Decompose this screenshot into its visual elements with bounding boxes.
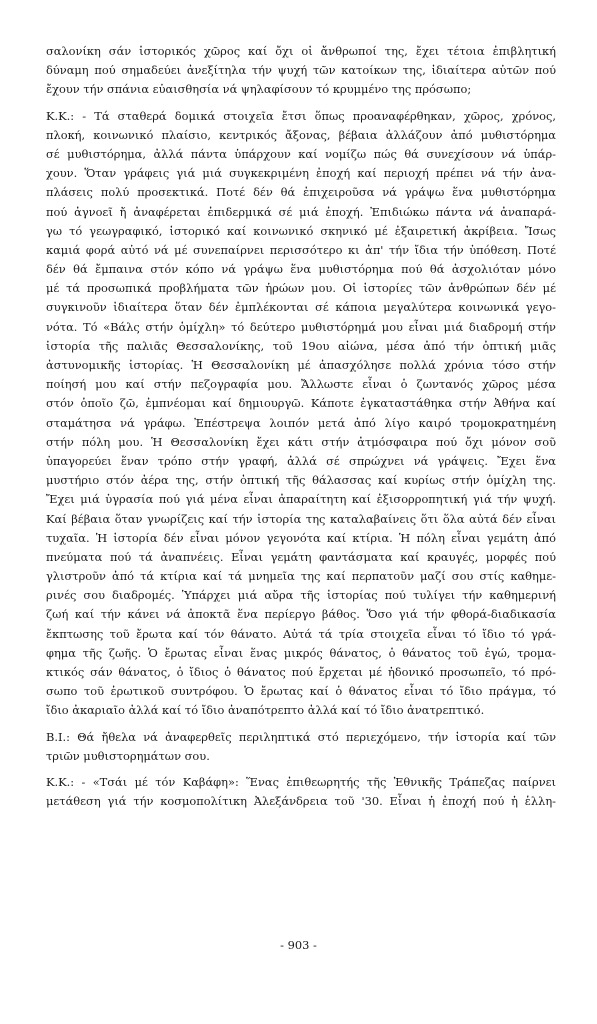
- page-number: - 903 -: [280, 938, 317, 952]
- text-line: ἀστυνομικῆς ἱστορίας. Ἡ Θεσσαλονίκη μέ ἀπασχόλησε πολλά χρόνια τόσο στήν: [46, 358, 556, 372]
- text-line: ἔκπτωσης τοῦ ἔρωτα καί τόν θάνατο. Αὐτά τά τρία στοιχεῖα εἶναι τό ἴδιο τό γρά-: [46, 626, 556, 641]
- text-line: Καί βέβαια ὅταν γνωρίζεις καί τήν ἱστορία της καταλαβαίνεις ὅτι ὅλα αὐτά δέν εἶναι: [46, 511, 556, 526]
- text-line: τυχαῖα. Ἡ ἱστορία δέν εἶναι μόνον γεγονότα καί κτίρια. Ἡ πόλη εἶναι γεμάτη ἀπό: [46, 530, 556, 545]
- text-line: μέ τά προσωπικά προβλήματα τῶν ἡρώων μου. Οἱ ἱστορίες τῶν ἀνθρώπων δέν μέ: [46, 281, 556, 296]
- text-line: ἔχουν τήν σπάνια εὐαισθησία νά ψηλαφίσουν τό κρυμμένο της πρόσωπο;: [46, 82, 472, 97]
- text-line: στήν πόλη μου. Ἡ Θεσσαλονίκη ἔχει κάτι στήν ἀτμόσφαιρα πού ὄχι μόνον σοῦ: [46, 434, 556, 449]
- text-line: καμιά φορά αὐτό νά μέ συνεπαίρνει περισσότερο κι ἀπ' τήν ἴδια τήν ὑπόθεση. Ποτέ: [46, 242, 556, 257]
- text-line: φημα τῆς ζωῆς. Ὁ ἔρωτας εἶναι ἕνας μικρός θάνατος, ὁ θάνατος τοῦ ἐγώ, τρομα-: [46, 645, 556, 660]
- text-line: σταμάτησα νά γράφω. Ἐπέστρεψα λοιπόν μετά ἀπό λίγο καιρό τρομοκρατημένη: [46, 415, 556, 430]
- text-line: Κ.Κ.: - «Τσάι μέ τόν Καβάφη»: Ἕνας ἐπιθεωρητής τῆς Ἐθνικῆς Τράπεζας παίρνει: [46, 774, 556, 789]
- text-line: πού ἀγνοεῖ ἤ ἀναφέρεται ἐπιδερμικά σέ μιά ἐποχή. Ἐπιδιώκω πάντα νά ἀναπαρά-: [46, 204, 556, 219]
- text-line: χουν. Ὅταν γράφεις γιά μιά συγκεκριμένη ἐποχή καί περιοχή πρέπει νά τήν ἀνα-: [46, 166, 556, 181]
- paragraph-question-bi: [46, 728, 556, 766]
- text-line: πλάσεις πολύ προσεκτικά. Ποτέ δέν θά ἐπιχειροῦσα νά γράψω ἕνα μυθιστόρημα: [46, 185, 556, 200]
- paragraph-answer-kk-novels: [46, 773, 556, 811]
- text-line: σέ μυθιστόρημα, ἀλλά πάντα ὑπάρχουν καί νομίζω πώς θά συνεχίσουν νά ὑπάρ-: [46, 146, 556, 161]
- text-line: μυστήριο στόν ἀέρα της, στήν ὀπτική τῆς θάλασσας καί κυρίως στήν ὁμίχλη της.: [46, 473, 556, 488]
- text-line: ἱστορία τῆς παλιᾶς Θεσσαλονίκης, τοῦ 19ου αἰώνα, μέσα ἀπό τήν ὀπτική μιᾶς: [46, 338, 556, 353]
- text-line: ρινές σου διαδρομές. Ὑπάρχει μιά αὔρα τῆς ἱστορίας πού τυλίγει τήν καθημερινή: [46, 588, 556, 603]
- text-line: ποίησή μου καί στήν πεζογραφία μου. Ἄλλωστε εἶναι ὁ ζωντανός χῶρος μέσα: [46, 377, 556, 392]
- text-line: νότα. Τό «Βάλς στήν ὁμίχλη» τό δεύτερο μυθιστόρημά μου εἶναι μιά διαδρομή στήν: [46, 319, 556, 334]
- text-line: πνεύματα πού τά ἀναπνέεις. Εἶναι γεμάτη φαντάσματα καί κραυγές, μορφές πού: [46, 549, 556, 564]
- text-line: στόν ὁποῖο ζῶ, ἐμπνέομαι καί δημιουργῶ. Κάποτε ἐγκαταστάθηκα στήν Ἀθήνα καί: [46, 396, 556, 411]
- text-line: ζωή καί τήν κάνει νά ἀποκτᾶ ἕνα περίεργο βάθος. Ὅσο γιά τήν φθορά-διαδικασία: [46, 607, 556, 622]
- text-line: δέν θά ἔμπαινα στόν κόπο νά γράψω ἕνα μυθιστόρημα πού θά ἀσχολιόταν μόνο: [46, 262, 556, 277]
- text-line: Ἔχει μιά ὑγρασία πού γιά μένα εἶναι ἀπαραίτητη καί ἐξισορροπητική γιά τήν ψυχή.: [46, 492, 556, 507]
- text-line: γω τό γεωγραφικό, ἱστορικό καί κοινωνικό σκηνικό μέ ἐξαιρετική ἀκρίβεια. Ἴσως: [46, 223, 556, 238]
- paragraph-intro-question: [46, 42, 556, 100]
- text-line: ὑπαγορεύει ἕναν τρόπο στήν γραφή, ἀλλά σέ σπρώχνει νά γράψεις. Ἔχει ἕνα: [46, 453, 556, 468]
- text-line: σαλονίκη σάν ἱστορικός χῶρος καί ὄχι οἱ ἄνθρωποί της, ἔχει τέτοια ἐπιβλητική: [46, 44, 556, 58]
- text-line: Β.Ι.: Θά ἤθελα νά ἀναφερθεῖς περιληπτικά στό περιεχόμενο, τήν ἱστορία καί τῶν: [46, 729, 556, 744]
- text-line: τριῶν μυθιστορημάτων σου.: [46, 748, 210, 763]
- text-line: δύναμη πού σημαδεύει ἀνεξίτηλα τήν ψυχή τῶν κατοίκων της, ἰδιαίτερα αὐτῶν πού: [46, 63, 556, 78]
- text-line: σωπο τοῦ ἐρωτικοῦ συντρόφου. Ὁ ἔρωτας καί ὁ θάνατος εἶναι τό ἴδιο πράγμα, τό: [46, 684, 556, 699]
- text-line: κτικός σάν θάνατος, ὁ ἴδιος ὁ θάνατος πού ἔρχεται μέ ἡδονικό προσωπεῖο, τό πρό-: [46, 665, 556, 679]
- text-line: συγκινοῦν ἰδιαίτερα ὅταν δέν ἐμπλέκονται σέ κάποια μεγαλύτερα κοινωνικά γεγο-: [46, 300, 556, 315]
- text-line: γλιστροῦν ἀπό τά κτίρια καί τά μνημεῖα της καί περπατοῦν μαζί σου στίς καθημε-: [46, 569, 556, 584]
- text-line: Κ.Κ.: - Τά σταθερά δομικά στοιχεῖα ἔτσι ὅπως προαναφέρθηκαν, χῶρος, χρόνος,: [46, 108, 556, 123]
- text-line: μετάθεση γιά τήν κοσμοπολίτικη Ἀλεξάνδρεια τοῦ '30. Εἶναι ἡ ἐποχή πού ἡ ἑλλη-: [46, 794, 556, 809]
- paragraph-answer-kk: [46, 107, 556, 721]
- text-line: ἴδιο ἀκαριαῖο ἀλλά καί τό ἴδιο ἀναπότρεπτο ἀλλά καί τό ἴδιο ἀνατρεπτικό.: [46, 703, 485, 718]
- text-line: πλοκή, κοινωνικό πλαίσιο, κεντρικός ἄξονας, βέβαια ἀλλάζουν ἀπό μυθιστόρημα: [46, 127, 556, 142]
- body-text: [46, 42, 556, 818]
